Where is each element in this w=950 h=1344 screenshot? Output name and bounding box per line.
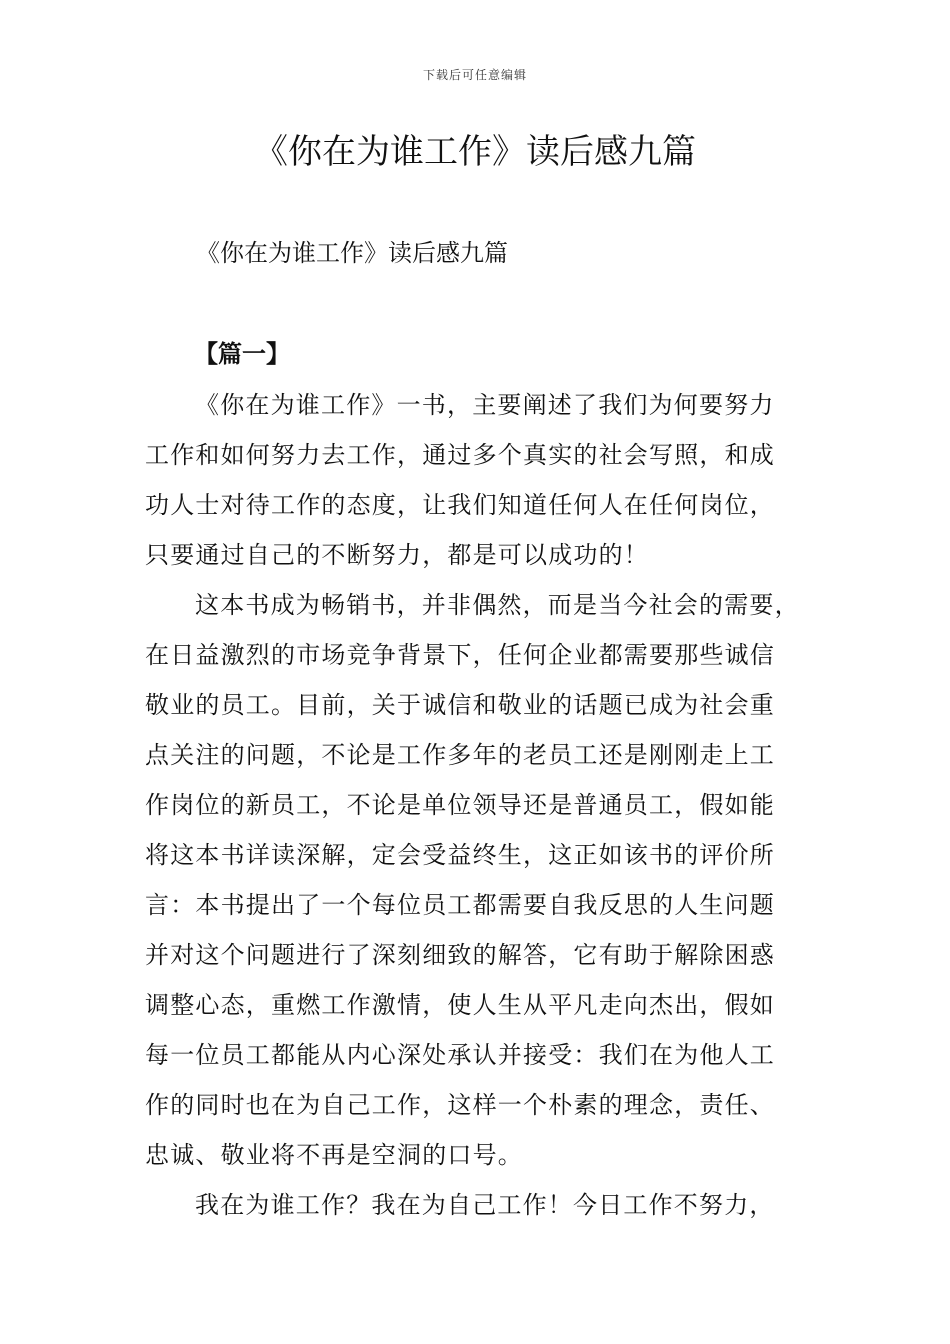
section-heading: 【篇一】 [194,339,290,368]
paragraph-line: 《你在为谁工作》一书，主要阐述了我们为何要努力 [195,391,775,419]
paragraph-line: 作的同时也在为自己工作，这样一个朴素的理念，责任、 [145,1091,775,1119]
paragraph-line: 点关注的问题，不论是工作多年的老员工还是刚刚走上工 [145,741,775,769]
paragraph-line: 调整心态，重燃工作激情，使人生从平凡走向杰出，假如 [145,991,775,1019]
body-text [145,380,835,1230]
document-title: 《你在为谁工作》读后感九篇 [254,132,696,172]
paragraph-line: 我在为谁工作？我在为自己工作！今日工作不努力， [195,1191,775,1219]
paragraph-line: 将这本书详读深解，定会受益终生，这正如该书的评价所 [145,841,775,869]
paragraph-line: 每一位员工都能从内心深处承认并接受：我们在为他人工 [145,1041,775,1069]
document-subtitle: 《你在为谁工作》读后感九篇 [196,239,508,267]
paragraph-line: 这本书成为畅销书，并非偶然，而是当今社会的需要， [195,591,800,619]
paragraph-line: 忠诚、敬业将不再是空洞的口号。 [145,1141,523,1169]
header-note: 下载后可任意编辑 [422,68,527,82]
paragraph-line: 敬业的员工。目前，关于诚信和敬业的话题已成为社会重 [145,691,775,719]
paragraph-line: 作岗位的新员工，不论是单位领导还是普通员工，假如能 [145,791,775,819]
paragraph-line: 言：本书提出了一个每位员工都需要自我反思的人生问题 [145,891,775,919]
paragraph-line: 功人士对待工作的态度，让我们知道任何人在任何岗位， [145,491,775,519]
paragraph-line: 只要通过自己的不断努力，都是可以成功的！ [145,541,649,569]
paragraph-line: 工作和如何努力去工作，通过多个真实的社会写照，和成 [145,441,775,469]
paragraph-line: 并对这个问题进行了深刻细致的解答，它有助于解除困惑 [145,941,775,969]
paragraph-line: 在日益激烈的市场竞争背景下，任何企业都需要那些诚信 [145,641,775,669]
